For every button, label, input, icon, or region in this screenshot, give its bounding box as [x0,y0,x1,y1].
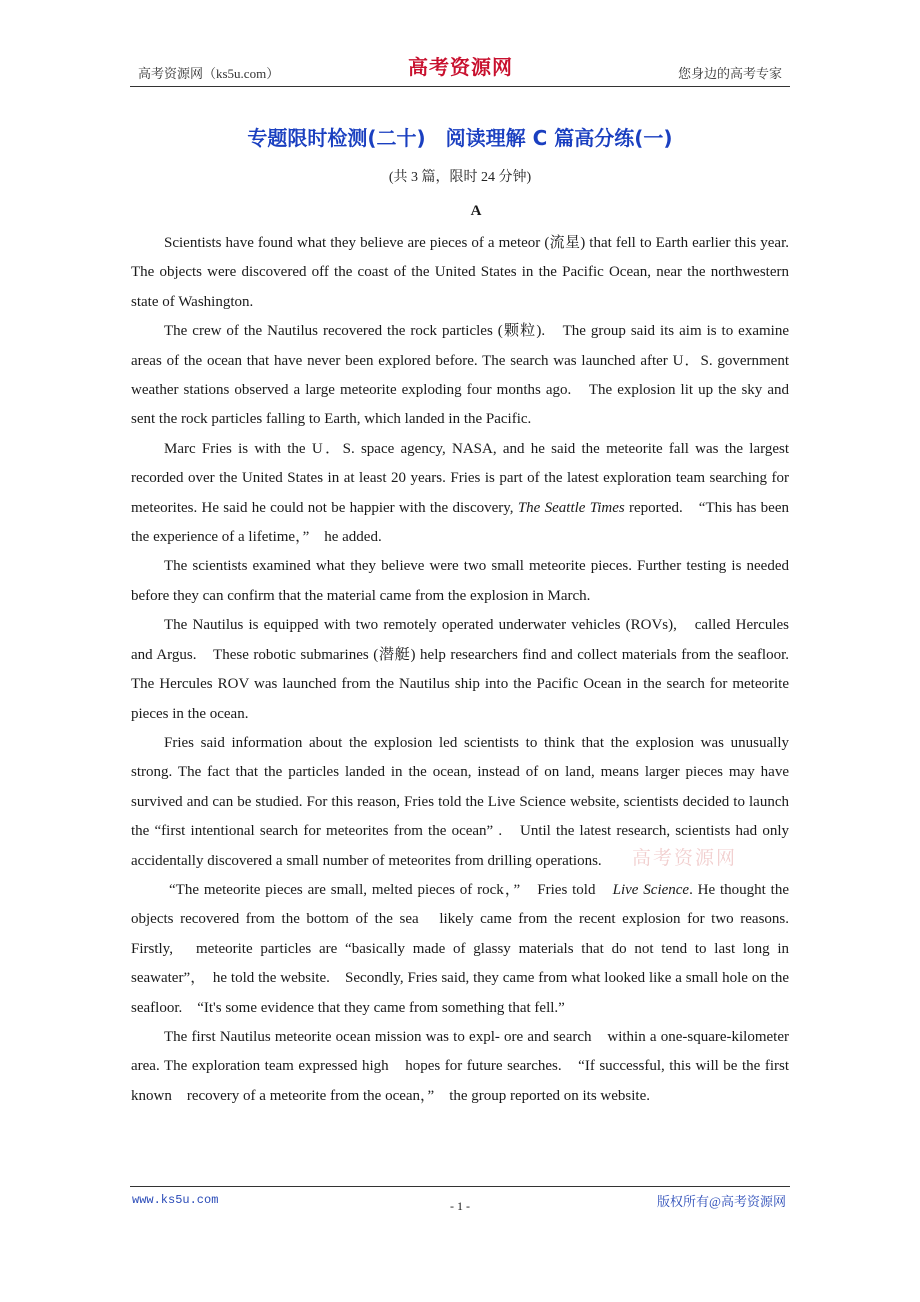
header-slogan: 您身边的高考专家 [677,66,782,81]
paragraph-7-text-a: “The meteorite pieces are small, melted pieces of rock，” Fries told [169,881,613,898]
paragraph-7-italic: Live Science [612,881,690,898]
page-number: - 1 - [450,1199,470,1213]
paragraph-2: The crew of the Nautilus recovered the rock particles (颗粒). The group said its aim is to examine areas of the ocean that have never been explored before. The search was launched after U．S. government weather stations observed a large meteorite exploding four months ago. The explosion lit up the sky and sent the rock particles falling to Earth, which landed in the Pacific. [131,323,789,428]
page-title: 专题限时检测(二十) 阅读理解 C 篇高分练(一) [247,126,673,150]
paragraph-5: The Nautilus is equipped with two remotely operated underwater vehicles (ROVs), called Hercules and Argus. These robotic submarines (潜艇) help researchers find and collect materials from the seafloor. The Hercules ROV was launched from the Nautilus ship into the Pacific Ocean in the search for meteorite pieces in the ocean. [131,617,789,722]
paragraph-7 [131,876,805,1023]
paragraph-8: The first Nautilus meteorite ocean mission was to expl- ore and search within a one-square-kilometer area. The exploration team expressed high hopes for future searches. “If successful, this will be the first known recovery of a meteorite from the ocean，” the group reported on its website. [131,1028,789,1104]
paragraph-3 [131,435,789,553]
page-header [130,52,790,87]
paragraph-6: Fries said information about the explosion led scientists to think that the explosion was unusually strong. The fact that the particles landed in the ocean, instead of on land, means larger pieces may have survived and can be studied. For this reason, Fries told the Live Science website, scientists decided to launch the “first intentional search for meteorites from the ocean” . Until the latest research, scientists had only accidentally discovered a small number of meteorites from drilling operations. [131,734,789,869]
header-site-name: 高考资源网（ks5u.com） [138,66,280,81]
page-footer [130,1186,790,1213]
paragraph-7-text-b: . He thought the objects recovered from the bottom of the sea likely came from the recent explosion for two reasons. Firstly, meteorite particles are “basically made of glassy materials that do not tend to last long in seawater”， he told the website. Secondly, Fries said, they came from what looked like a small hole on the seafloor. “It's some evidence that they came from something that fell.” [131,881,805,1016]
footer-copyright: 版权所有@高考资源网 [657,1194,786,1209]
page-subtitle: (共 3 篇，限时 24 分钟) [388,170,532,185]
paragraph-1: Scientists have found what they believe are pieces of a meteor (流星) that fell to Earth earlier this year. The objects were discovered off the coast of the United States in the Pacific Ocean, near the northwestern state of Washington. [131,235,789,310]
paragraph-4: The scientists examined what they believe were two small meteorite pieces. Further testing is needed before they can confirm that the material came from the explosion in March. [131,558,789,604]
paragraph-3-text-b: reported. “This has been the experience of a lifetime，” he added. [131,499,789,546]
article-body [131,229,805,1111]
watermark: 高考资源网 [632,847,738,869]
paragraph-3-text-a: Marc Fries is with the U．S. space agency, NASA, and he said the meteorite fall was the largest recorded over the United States in at least 20 years. Fries is part of the latest exploration team searching for meteorites. He said he could not be happier with the discovery, [131,440,789,516]
paragraph-3-italic: The Seattle Times [517,499,625,516]
footer-url-link[interactable]: www.ks5u.com [132,1193,219,1207]
header-logo: 高考资源网 [408,55,513,79]
section-label: A [470,203,482,219]
